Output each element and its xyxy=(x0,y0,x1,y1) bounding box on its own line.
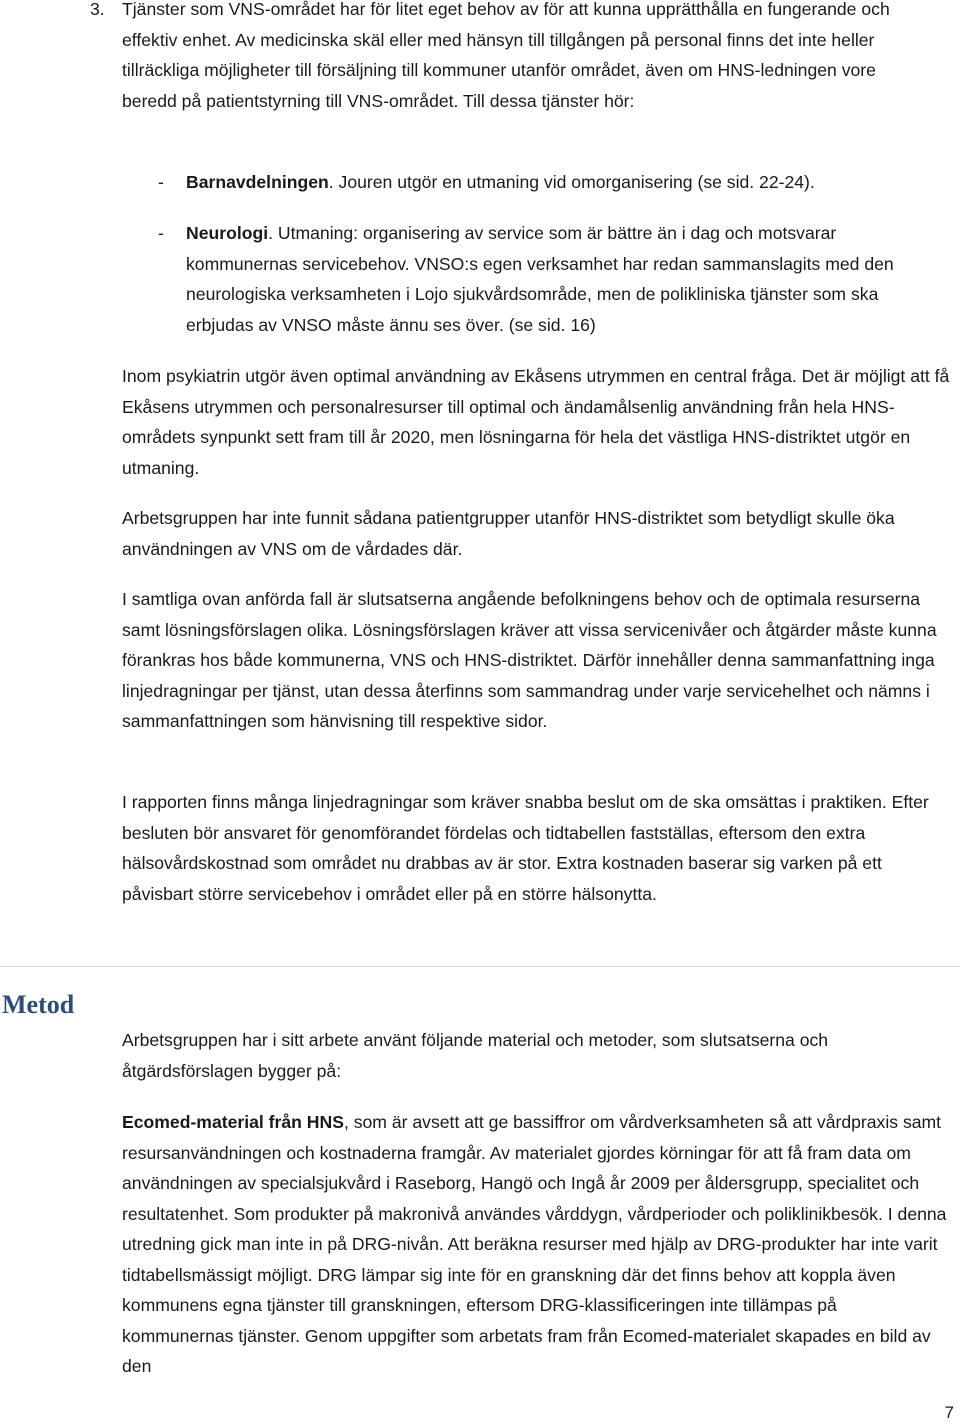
bullet-text: . Jouren utgör en utmaning vid omorganisering (se sid. 22-24). xyxy=(328,172,815,192)
item-text: Tjänster som VNS-området har för litet eget behov av för att kunna upprätthålla en fungerande och effektiv enhet. Av medicinska skäl eller med hänsyn till tillgången på personal finns det inte heller tillräckliga möjligheter till försäljning till kommuner utanför området, även om HNS-ledningen vore beredd på patientstyrning till VNS-området. Till dessa tjänster hör: xyxy=(122,0,890,111)
bullet-text: . Utmaning: organisering av service som är bättre än i dag och motsvarar kommunernas servicebehov. VNSO:s egen verksamhet har redan sammanslagits med den neurologiska verksamheten i Lojo sjukvårdsområde, men de polikliniska tjänster som ska erbjudas av VNSO måste ännu ses över. (se sid. 16) xyxy=(186,223,894,335)
item-number: 3. xyxy=(90,0,105,19)
bullet-term: Neurologi xyxy=(186,223,269,243)
bullet-dash: - xyxy=(158,223,164,243)
paragraph-linjedragningar: I rapporten finns många linjedragningar som kräver snabba beslut om de ska omsättas i praktiken. Efter besluten bör ansvaret för genomförandet fördelas och tidtabellen fastställas, eftersom den extra hälsovårdskostnad som området nu drabbas av är stor. Extra kostnaden baserar sig varken på ett påvisbart större servicebehov i området eller på en större hälsonytta. xyxy=(122,792,929,904)
page-number: 7 xyxy=(944,1403,954,1422)
section-divider xyxy=(0,966,960,967)
paragraph-slutsatser: I samtliga ovan anförda fall är slutsatserna angående befolkningens behov och de optimala resurserna samt lösningsförslagen olika. Lösningsförslagen kräver att vissa servicenivåer och åtgärder måste kunna förankras hos både kommunerna, VNS och HNS-distriktet. Därför innehåller denna sammanfattning inga linjedragningar per tjänst, utan dessa återfinns som sammandrag under varje servicehelhet och nämns i sammanfattningen som hänvisning till respektive sidor. xyxy=(122,589,937,731)
section-heading-metod: Metod xyxy=(2,990,75,1019)
ecomed-term: Ecomed-material från HNS xyxy=(122,1112,344,1132)
bullet-dash: - xyxy=(158,172,164,192)
bullet-neurologi xyxy=(158,218,936,340)
numbered-item-3 xyxy=(90,0,922,116)
paragraph-patientgrupper: Arbetsgruppen har inte funnit sådana patientgrupper utanför HNS-distriktet som betydligt skulle öka användningen av VNS om de vårdades där. xyxy=(122,508,895,559)
bullet-term: Barnavdelningen xyxy=(186,172,329,192)
paragraph-ecomed xyxy=(122,1107,952,1382)
ecomed-text: , som är avsett att ge bassiffror om vårdverksamheten så att vårdpraxis samt resursanvändningen och kostnaderna framgår. Av materialet gjordes körningar för att få fram data om användningen av specialsjukvård i Raseborg, Hangö och Ingå år 2009 per åldersgrupp, specialitet och resultatenhet. Som produkter på makronivå användes vårddygn, vårdperioder och poliklinikbesök. I denna utredning gick man inte in på DRG-nivån. Att beräkna resurser med hjälp av DRG-produkter har inte varit tidtabellsmässigt möjligt. DRG lämpar sig inte för en granskning där det finns behov att koppla även kommunens egna tjänster till granskningen, eftersom DRG-klassificeringen inte tillämpas på kommunernas tjänster. Genom uppgifter som arbetats fram från Ecomed-materialet skapades en bild av den xyxy=(122,1112,947,1376)
paragraph-psykiatri: Inom psykiatrin utgör även optimal användning av Ekåsens utrymmen en central fråga. Det är möjligt att få Ekåsens utrymmen och personalresurser till optimal och ändamålsenlig användning från hela HNS-områdets synpunkt sett fram till år 2020, men lösningarna för hela det västliga HNS-distriktet utgör en utmaning. xyxy=(122,366,950,478)
paragraph-metod-intro: Arbetsgruppen har i sitt arbete använt följande material och metoder, som slutsatserna och åtgärdsförslagen bygger på: xyxy=(122,1030,829,1081)
bullet-barnavdelningen xyxy=(158,167,936,198)
